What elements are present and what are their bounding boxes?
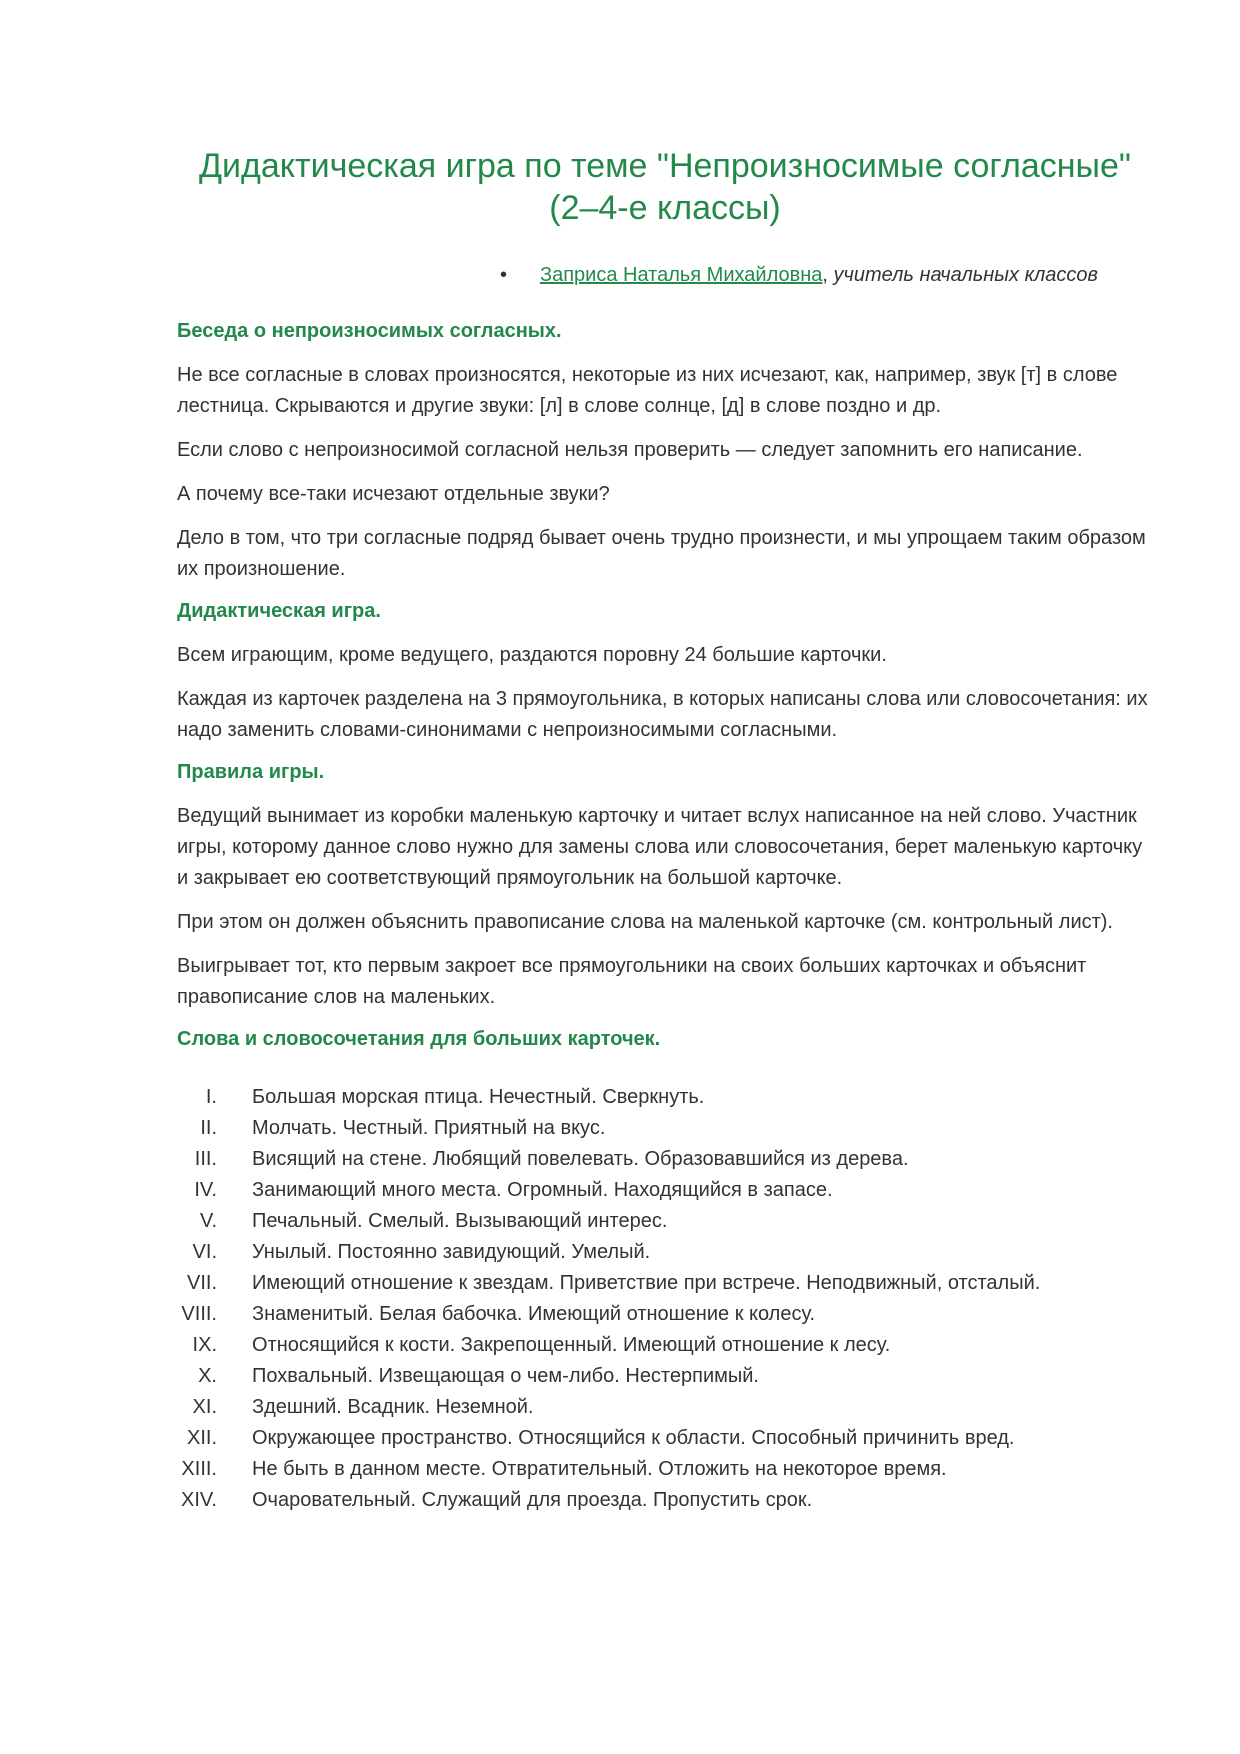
- list-item-number: I.: [205, 1086, 217, 1108]
- list-item-text: Не быть в данном месте. Отвратительный. Отложить на некоторое время.: [252, 1458, 947, 1480]
- list-item: [177, 1330, 1157, 1361]
- paragraph: Каждая из карточек разделена на 3 прямоугольника, в которых написаны слова или словосочетания: их надо заменить словами-синонимами с непроизносимыми согласными.: [177, 688, 1148, 741]
- section-heading-rules: Правила игры.: [177, 761, 325, 783]
- cards-list: [177, 1082, 1157, 1516]
- list-item-number: VIII.: [181, 1303, 217, 1325]
- list-item-number: IX.: [192, 1334, 217, 1356]
- list-item: [177, 1268, 1157, 1299]
- paragraph: При этом он должен объяснить правописание слова на маленькой карточке (см. контрольный лист).: [177, 911, 1113, 933]
- author-comma: ,: [822, 264, 828, 286]
- list-item-text: Занимающий много места. Огромный. Находящийся в запасе.: [252, 1179, 833, 1201]
- list-item-number: XIV.: [181, 1489, 217, 1511]
- paragraph: А почему все-таки исчезают отдельные звуки?: [177, 483, 610, 505]
- paragraph: Ведущий вынимает из коробки маленькую карточку и читает вслух написанное на ней слово. Участник игры, которому данное слово нужно для замены слова или словосочетания, берет маленькую карточку и закрывает ею соответствующий прямоугольник на большой карточке.: [177, 805, 1143, 889]
- list-item: [177, 1175, 1157, 1206]
- list-item-text: Очаровательный. Служащий для проезда. Пропустить срок.: [252, 1489, 813, 1511]
- list-item-text: Имеющий отношение к звездам. Приветствие при встрече. Неподвижный, отсталый.: [252, 1272, 1041, 1294]
- list-item-text: Большая морская птица. Нечестный. Сверкнуть.: [252, 1086, 705, 1108]
- list-item-text: Окружающее пространство. Относящийся к области. Способный причинить вред.: [252, 1427, 1015, 1449]
- list-item-number: V.: [199, 1210, 217, 1232]
- paragraph: Если слово с непроизносимой согласной нельзя проверить — следует запомнить его написание.: [177, 439, 1083, 461]
- list-item: [177, 1144, 1157, 1175]
- title-line-1: Дидактическая игра по теме "Непроизносимые согласные": [199, 147, 1131, 185]
- list-item: [177, 1423, 1157, 1454]
- list-item-number: IV.: [194, 1179, 217, 1201]
- list-item-text: Знаменитый. Белая бабочка. Имеющий отношение к колесу.: [252, 1303, 816, 1325]
- list-item-number: XII.: [186, 1427, 217, 1449]
- list-item-number: VI.: [192, 1241, 217, 1263]
- paragraph: Дело в том, что три согласные подряд бывает очень трудно произнести, и мы упрощаем таким образом их произношение.: [177, 527, 1146, 580]
- list-item-number: VII.: [186, 1272, 217, 1294]
- paragraph: Не все согласные в словах произносятся, некоторые из них исчезают, как, например, звук [т] в слове лестница. Скрываются и другие звуки: [л] в слове солнце, [д] в слове поздно и др.: [177, 364, 1118, 417]
- list-item-text: Печальный. Смелый. Вызывающий интерес.: [252, 1210, 668, 1232]
- list-item-number: III.: [194, 1148, 217, 1170]
- author-role: учитель начальных классов: [827, 264, 1098, 286]
- title-line-2: (2–4-е классы): [549, 189, 781, 227]
- list-item: [177, 1454, 1157, 1485]
- list-item: [177, 1237, 1157, 1268]
- list-item-text: Здешний. Всадник. Неземной.: [252, 1396, 534, 1418]
- bullet-icon: •: [500, 264, 508, 286]
- list-item-text: Унылый. Постоянно завидующий. Умелый.: [252, 1241, 651, 1263]
- paragraph: Выигрывает тот, кто первым закроет все прямоугольники на своих больших карточках и объяснит правописание слов на маленьких.: [177, 955, 1087, 1008]
- list-item: [177, 1082, 1157, 1113]
- paragraph: Всем играющим, кроме ведущего, раздаются поровну 24 большие карточки.: [177, 644, 887, 666]
- list-item: [177, 1361, 1157, 1392]
- article-body: [177, 318, 1157, 1516]
- list-item: [177, 1485, 1157, 1516]
- list-item-text: Похвальный. Извещающая о чем-либо. Нестерпимый.: [252, 1365, 759, 1387]
- list-item-number: XI.: [192, 1396, 217, 1418]
- list-item-text: Молчать. Честный. Приятный на вкус.: [252, 1117, 606, 1139]
- list-item: [177, 1113, 1157, 1144]
- list-item-text: Висящий на стене. Любящий повелевать. Образовавшийся из дерева.: [252, 1148, 909, 1170]
- page-title: [120, 145, 1210, 229]
- section-heading-game: Дидактическая игра.: [177, 600, 381, 622]
- list-item: [177, 1392, 1157, 1423]
- list-item: [177, 1299, 1157, 1330]
- list-item-text: Относящийся к кости. Закрепощенный. Имеющий отношение к лесу.: [252, 1334, 891, 1356]
- list-item-number: XIII.: [181, 1458, 217, 1480]
- section-heading-conversation: Беседа о непроизносимых согласных.: [177, 320, 562, 342]
- list-item: [177, 1206, 1157, 1237]
- section-heading-cards: Слова и словосочетания для больших карточек.: [177, 1028, 661, 1050]
- list-item-number: II.: [200, 1117, 217, 1139]
- author-name-link[interactable]: Заприса Наталья Михайловна: [540, 264, 823, 286]
- list-item-number: X.: [198, 1365, 217, 1387]
